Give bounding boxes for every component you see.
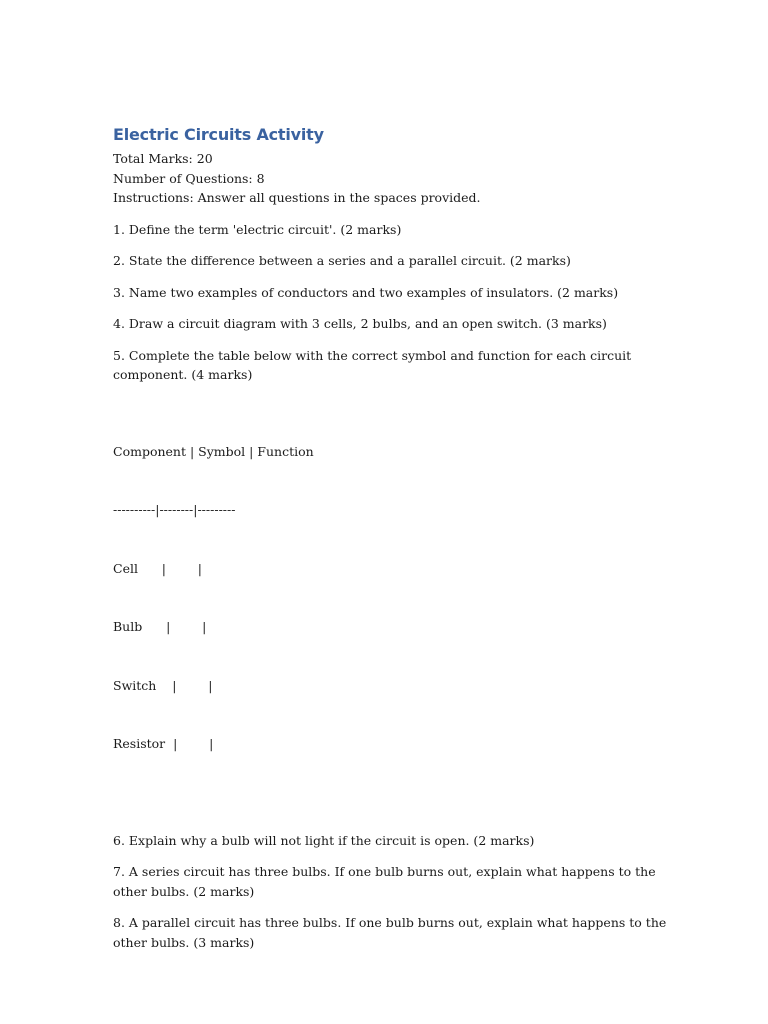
question-4: 4. Draw a circuit diagram with 3 cells, 2 bulbs, and an open switch. (3 marks) [113,316,607,331]
question-5: 5. Complete the table below with the correct symbol and function for each circuit component. (4 marks) [113,347,632,382]
table-row-switch: Switch | | [113,677,213,693]
table-row-bulb: Bulb | | [113,619,207,634]
table-header-row: Component | Symbol | Function [113,443,314,459]
component-table [113,403,673,793]
question-8: 8. A parallel circuit has three bulbs. If one bulb burns out, explain what happens to the other bulbs. (3 marks) [113,915,667,950]
document-page [113,124,673,952]
table-separator-row: ----------|--------|--------- [113,502,236,517]
total-marks: Total Marks: 20 [113,151,213,166]
question-3: 3. Name two examples of conductors and two examples of insulators. (2 marks) [113,284,619,300]
question-2: 2. State the difference between a series and a parallel circuit. (2 marks) [113,253,571,268]
table-row-resistor: Resistor | | [113,736,214,751]
question-6: 6. Explain why a bulb will not light if the circuit is open. (2 marks) [113,832,535,848]
document-title: Electric Circuits Activity [113,125,324,144]
table-row-cell: Cell | | [113,560,203,576]
question-7: 7. A series circuit has three bulbs. If one bulb burns out, explain what happens to the other bulbs. (2 marks) [113,864,656,899]
instructions: Instructions: Answer all questions in the spaces provided. [113,190,481,205]
question-1: 1. Define the term 'electric circuit'. (2 marks) [113,221,402,237]
number-of-questions: Number of Questions: 8 [113,170,265,186]
table-spacer [113,793,673,819]
